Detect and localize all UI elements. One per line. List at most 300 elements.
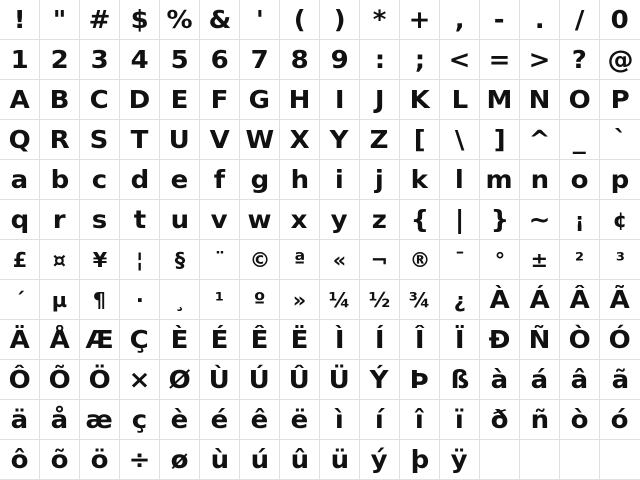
glyph: S	[90, 125, 109, 154]
glyph-cell	[0, 120, 40, 160]
glyph-cell	[360, 120, 400, 160]
glyph: à	[490, 365, 509, 394]
glyph: ?	[571, 45, 588, 74]
glyph: µ	[51, 287, 68, 312]
glyph: C	[89, 85, 110, 114]
glyph: í	[375, 405, 384, 434]
glyph-cell	[520, 40, 560, 80]
glyph: Z	[370, 125, 389, 154]
glyph-cell	[360, 160, 400, 200]
glyph-cell	[600, 240, 640, 280]
glyph: ¤	[52, 247, 67, 272]
glyph-cell	[0, 160, 40, 200]
glyph-cell	[240, 120, 280, 160]
glyph-cell	[200, 160, 240, 200]
glyph-cell	[240, 200, 280, 240]
glyph: ñ	[530, 405, 549, 434]
glyph-cell	[40, 80, 80, 120]
glyph: \	[454, 125, 465, 154]
glyph: r	[53, 205, 66, 234]
glyph-cell	[240, 40, 280, 80]
glyph-cell	[520, 240, 560, 280]
glyph-cell	[360, 280, 400, 320]
glyph-cell	[360, 400, 400, 440]
glyph-cell	[80, 400, 120, 440]
glyph: P	[610, 85, 630, 114]
glyph-cell	[280, 40, 320, 80]
glyph-cell	[320, 320, 360, 360]
glyph-cell	[280, 80, 320, 120]
glyph-cell	[520, 160, 560, 200]
glyph-cell	[480, 400, 520, 440]
glyph: Ã	[609, 285, 631, 314]
glyph: b	[50, 165, 69, 194]
glyph-cell	[80, 240, 120, 280]
glyph: Q	[8, 125, 31, 154]
glyph-cell	[520, 360, 560, 400]
glyph-cell	[0, 280, 40, 320]
glyph: ô	[10, 445, 29, 474]
glyph-cell	[480, 240, 520, 280]
glyph: è	[170, 405, 189, 434]
glyph-cell	[560, 0, 600, 40]
glyph: 5	[170, 45, 189, 74]
glyph-cell	[280, 440, 320, 480]
glyph: ä	[10, 405, 29, 434]
glyph: n	[530, 165, 549, 194]
glyph-cell	[600, 120, 640, 160]
glyph: ª	[293, 247, 306, 272]
glyph-cell	[80, 200, 120, 240]
glyph-cell	[160, 160, 200, 200]
glyph-cell	[120, 80, 160, 120]
glyph-cell	[600, 80, 640, 120]
glyph: U	[168, 125, 191, 154]
glyph-cell	[440, 80, 480, 120]
glyph-cell	[280, 360, 320, 400]
glyph-cell	[560, 440, 600, 480]
glyph-cell	[0, 80, 40, 120]
glyph-cell	[480, 320, 520, 360]
glyph-cell	[520, 280, 560, 320]
glyph: ,	[454, 5, 465, 34]
glyph-cell	[360, 0, 400, 40]
glyph-cell	[520, 440, 560, 480]
glyph: (	[293, 5, 306, 34]
glyph-cell	[520, 400, 560, 440]
glyph-cell	[0, 0, 40, 40]
glyph-cell	[160, 200, 200, 240]
glyph-cell	[480, 440, 520, 480]
glyph-cell	[440, 320, 480, 360]
glyph-cell	[120, 240, 160, 280]
glyph: z	[371, 205, 388, 234]
glyph-cell	[360, 200, 400, 240]
glyph-cell	[320, 440, 360, 480]
glyph-cell	[120, 200, 160, 240]
glyph: }	[490, 205, 509, 234]
glyph: Ï	[454, 325, 465, 354]
glyph-cell	[440, 240, 480, 280]
glyph-cell	[160, 440, 200, 480]
glyph: Ì	[334, 325, 345, 354]
glyph-cell	[0, 320, 40, 360]
glyph: G	[248, 85, 271, 114]
glyph: Î	[414, 325, 425, 354]
glyph: d	[130, 165, 149, 194]
glyph-cell	[320, 80, 360, 120]
glyph: ë	[290, 405, 309, 434]
glyph-cell	[240, 80, 280, 120]
glyph: %	[166, 5, 193, 34]
glyph: O	[568, 85, 591, 114]
glyph: 9	[330, 45, 349, 74]
glyph: "	[52, 5, 67, 34]
glyph: ®	[409, 247, 430, 272]
glyph-cell	[80, 440, 120, 480]
glyph-cell	[200, 0, 240, 40]
glyph: Ý	[370, 365, 389, 394]
glyph: 4	[130, 45, 149, 74]
glyph-cell	[120, 400, 160, 440]
glyph-cell	[600, 200, 640, 240]
glyph: °	[494, 247, 505, 272]
glyph-cell	[400, 40, 440, 80]
glyph: j	[375, 165, 384, 194]
glyph: ï	[455, 405, 464, 434]
glyph: [	[413, 125, 426, 154]
glyph: §	[174, 247, 185, 272]
glyph-cell	[400, 400, 440, 440]
glyph-cell	[400, 0, 440, 40]
glyph: ¥	[92, 247, 107, 272]
glyph-cell	[40, 240, 80, 280]
glyph: w	[247, 205, 272, 234]
glyph: !	[13, 5, 26, 34]
glyph-cell	[360, 240, 400, 280]
glyph-cell	[80, 160, 120, 200]
glyph-cell	[400, 240, 440, 280]
glyph: `	[613, 125, 627, 154]
glyph: N	[528, 85, 551, 114]
glyph: Y	[330, 125, 349, 154]
glyph: D	[128, 85, 151, 114]
glyph: ^	[528, 125, 551, 154]
glyph-cell	[160, 400, 200, 440]
glyph-cell	[200, 400, 240, 440]
glyph: i	[335, 165, 344, 194]
glyph: Ò	[568, 325, 591, 354]
glyph: s	[91, 205, 108, 234]
glyph-cell	[560, 280, 600, 320]
glyph: ²	[574, 247, 585, 272]
glyph-cell	[400, 440, 440, 480]
glyph-cell	[40, 40, 80, 80]
glyph-cell	[160, 280, 200, 320]
glyph: 8	[290, 45, 309, 74]
glyph: Æ	[85, 325, 114, 354]
glyph: ;	[414, 45, 425, 74]
glyph-cell	[280, 200, 320, 240]
glyph-cell	[240, 160, 280, 200]
glyph: ó	[611, 405, 629, 434]
glyph: ¾	[408, 287, 431, 312]
glyph: ¿	[453, 287, 466, 312]
glyph: å	[50, 405, 69, 434]
glyph-cell	[240, 240, 280, 280]
glyph: Ä	[9, 325, 30, 354]
glyph-cell	[480, 0, 520, 40]
glyph-cell	[560, 240, 600, 280]
glyph: ×	[128, 365, 151, 394]
glyph-cell	[320, 200, 360, 240]
glyph-cell	[480, 40, 520, 80]
glyph-cell	[0, 440, 40, 480]
glyph: Û	[288, 365, 311, 394]
glyph: ì	[335, 405, 344, 434]
glyph: u	[170, 205, 189, 234]
glyph: ¹	[214, 287, 225, 312]
glyph-cell	[480, 80, 520, 120]
glyph: ¼	[328, 287, 351, 312]
glyph: ú	[250, 445, 269, 474]
glyph: ¬	[370, 247, 389, 272]
glyph: Ö	[88, 365, 111, 394]
glyph: ÿ	[451, 445, 468, 474]
glyph-cell	[80, 0, 120, 40]
glyph: Þ	[409, 365, 430, 394]
glyph: 2	[50, 45, 69, 74]
glyph: K	[409, 85, 430, 114]
glyph-cell	[160, 0, 200, 40]
glyph-cell	[200, 360, 240, 400]
glyph-cell	[0, 360, 40, 400]
glyph-cell	[440, 440, 480, 480]
glyph-cell	[240, 360, 280, 400]
glyph-cell	[0, 200, 40, 240]
glyph: Ô	[8, 365, 31, 394]
glyph-cell	[600, 320, 640, 360]
glyph: ÷	[128, 445, 151, 474]
glyph-cell	[200, 40, 240, 80]
glyph-cell	[320, 280, 360, 320]
glyph-cell	[280, 160, 320, 200]
glyph-cell	[600, 400, 640, 440]
glyph: {	[410, 205, 429, 234]
glyph-cell	[80, 280, 120, 320]
glyph: A	[9, 85, 30, 114]
glyph-cell	[160, 320, 200, 360]
glyph: Í	[374, 325, 385, 354]
glyph: J	[374, 85, 385, 114]
glyph: H	[288, 85, 311, 114]
glyph-cell	[200, 200, 240, 240]
glyph-cell	[360, 40, 400, 80]
glyph: :	[374, 45, 385, 74]
glyph: e	[170, 165, 189, 194]
glyph: >	[528, 45, 551, 74]
glyph: ¯	[454, 247, 465, 272]
glyph: é	[210, 405, 229, 434]
glyph: º	[253, 287, 266, 312]
glyph-cell	[160, 40, 200, 80]
glyph-cell	[560, 200, 600, 240]
glyph-cell	[280, 280, 320, 320]
glyph: Ó	[608, 325, 632, 354]
glyph-cell	[440, 160, 480, 200]
glyph: ß	[450, 365, 469, 394]
glyph: v	[211, 205, 228, 234]
glyph: ¸	[174, 287, 185, 312]
glyph: ¢	[612, 207, 628, 232]
glyph: ³	[615, 247, 625, 272]
glyph-cell	[40, 400, 80, 440]
glyph-cell	[0, 400, 40, 440]
glyph: ¡	[574, 207, 585, 232]
glyph: Ø	[168, 365, 191, 394]
glyph-cell	[440, 0, 480, 40]
glyph: È	[170, 325, 189, 354]
glyph-cell	[480, 280, 520, 320]
glyph: ç	[131, 405, 148, 434]
glyph-cell	[40, 360, 80, 400]
glyph: a	[10, 165, 29, 194]
glyph: +	[408, 5, 431, 34]
glyph-cell	[480, 160, 520, 200]
glyph-cell	[360, 360, 400, 400]
glyph: Ç	[129, 325, 150, 354]
glyph-cell	[120, 160, 160, 200]
glyph-cell	[440, 200, 480, 240]
glyph-cell	[160, 240, 200, 280]
glyph: c	[91, 165, 108, 194]
glyph-cell	[400, 320, 440, 360]
glyph-cell	[600, 440, 640, 480]
glyph: û	[290, 445, 309, 474]
glyph-cell	[160, 120, 200, 160]
glyph: î	[415, 405, 424, 434]
glyph-cell	[520, 80, 560, 120]
glyph-cell	[600, 280, 640, 320]
glyph-cell	[320, 0, 360, 40]
glyph: )	[333, 5, 346, 34]
glyph-cell	[200, 320, 240, 360]
glyph-cell	[400, 280, 440, 320]
glyph: 6	[210, 45, 229, 74]
glyph: T	[130, 125, 149, 154]
glyph-cell	[560, 400, 600, 440]
glyph-cell	[320, 240, 360, 280]
glyph: t	[133, 205, 146, 234]
glyph-cell	[400, 160, 440, 200]
glyph-cell	[600, 40, 640, 80]
glyph: «	[332, 247, 347, 272]
glyph-cell	[120, 40, 160, 80]
glyph-cell	[600, 160, 640, 200]
glyph: ]	[493, 125, 506, 154]
glyph-cell	[200, 440, 240, 480]
glyph-cell	[280, 120, 320, 160]
glyph-cell	[40, 200, 80, 240]
glyph: _	[573, 125, 586, 154]
glyph: X	[289, 125, 310, 154]
glyph: *	[372, 5, 387, 34]
glyph: <	[448, 45, 471, 74]
glyph-cell	[440, 280, 480, 320]
glyph-cell	[80, 40, 120, 80]
glyph: Ð	[488, 325, 511, 354]
glyph-cell	[560, 80, 600, 120]
glyph: É	[210, 325, 229, 354]
glyph-cell	[40, 280, 80, 320]
glyph-cell	[160, 360, 200, 400]
glyph: V	[209, 125, 230, 154]
glyph: =	[488, 45, 511, 74]
glyph: ¶	[92, 287, 107, 312]
glyph: ù	[210, 445, 229, 474]
glyph: ¦	[135, 247, 144, 272]
glyph: ý	[371, 445, 388, 474]
glyph: ê	[250, 405, 269, 434]
glyph-cell	[240, 320, 280, 360]
glyph-cell	[560, 120, 600, 160]
glyph-cell	[80, 320, 120, 360]
glyph-cell	[400, 200, 440, 240]
glyph-cell	[40, 0, 80, 40]
glyph-cell	[320, 40, 360, 80]
glyph-cell	[40, 440, 80, 480]
glyph: Ë	[290, 325, 309, 354]
glyph: @	[607, 45, 633, 74]
glyph-cell	[560, 40, 600, 80]
glyph: Ú	[248, 365, 271, 394]
glyph: o	[570, 165, 589, 194]
glyph-cell	[560, 360, 600, 400]
glyph: Ê	[250, 325, 269, 354]
glyph-cell	[0, 40, 40, 80]
glyph-cell	[480, 360, 520, 400]
glyph: ò	[570, 405, 589, 434]
glyph: m	[485, 165, 514, 194]
glyph-cell	[600, 0, 640, 40]
glyph: ·	[135, 287, 144, 312]
glyph-cell	[360, 80, 400, 120]
glyph-cell	[240, 440, 280, 480]
glyph-cell	[200, 120, 240, 160]
glyph: Å	[49, 325, 70, 354]
glyph: ~	[528, 205, 551, 234]
glyph: 1	[10, 45, 29, 74]
glyph-cell	[280, 320, 320, 360]
glyph: E	[170, 85, 189, 114]
glyph-cell	[320, 160, 360, 200]
glyph: õ	[50, 445, 69, 474]
glyph: Õ	[48, 365, 71, 394]
glyph: ð	[490, 405, 509, 434]
glyph-cell	[200, 80, 240, 120]
glyph-cell	[40, 160, 80, 200]
glyph: ´	[14, 287, 25, 312]
glyph-cell	[440, 120, 480, 160]
glyph: Ñ	[528, 325, 551, 354]
glyph: ö	[90, 445, 109, 474]
glyph: 7	[250, 45, 269, 74]
glyph-cell	[40, 320, 80, 360]
glyph: /	[574, 5, 585, 34]
glyph: ü	[330, 445, 349, 474]
glyph: q	[10, 205, 29, 234]
glyph: W	[245, 125, 274, 154]
